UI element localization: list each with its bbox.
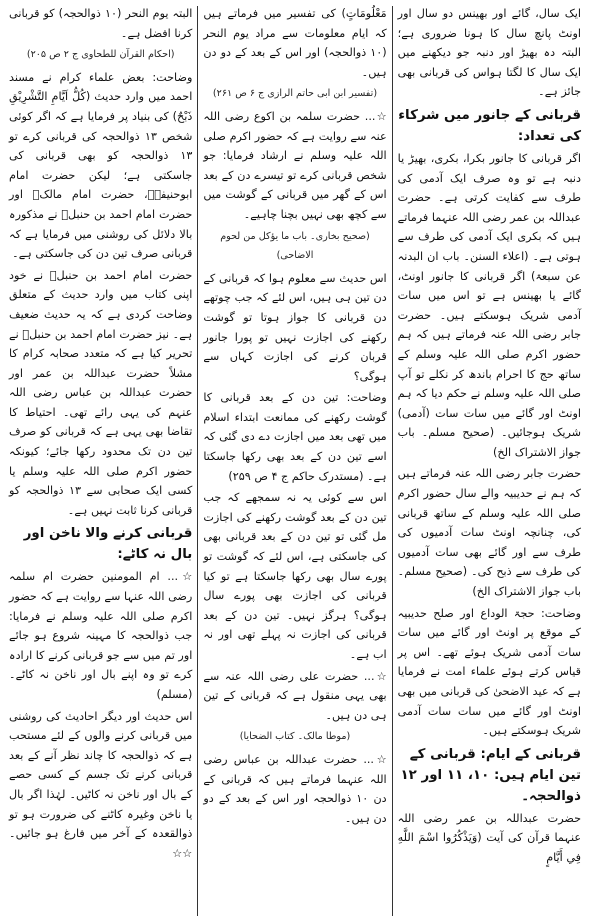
column-middle (198, 4, 391, 918)
paragraph: ☆... حضرت علی رضی اللہ عنہ سے بھی یہی منقول ہے کہ قربانی کے تین ہی دن ہیں۔ (203, 669, 387, 722)
paragraph: اس حدیث اور دیگر احادیث کی روشنی میں قربانی کرنے والوں کے لئے مستحب ہے کہ ذوالحجہ کا چاند نظر آنے کے بعد قربانی کرنے تک جسم کے کسی حصے کے بال اور ناخن نہ کاٹیں۔ لہٰذا اگر بال یا ناخن وغیرہ کاٹنے کی ضرورت ہو تو ذوالقعدہ کے آخر میں فارغ ہو جائیں۔ ☆☆ (9, 709, 193, 860)
paragraph: ☆... حضرت عبداللہ بن عباس رضی اللہ عنہما فرماتے ہیں کہ قربانی کے دن ۱۰ ذوالحجہ اور اس کے بعد کے دو دن ہیں۔ (203, 752, 387, 825)
section-heading: قربانی کے جانور میں شرکاء کی تعداد: (398, 107, 581, 144)
paragraph: وضاحت: حجۃ الوداع اور صلح حدیبیہ کے موقع پر اونٹ اور گائے میں سات سات آدمی شریک ہوئے تھے۔ اس پر قیاس کرتے ہوئے علماء امت نے فرمایا ہے کہ عید الاضحیٰ کی قربانی میں بھی اونٹ اور گائے میں سات سات آدمی شریک ہوسکتے ہیں۔ (397, 606, 581, 738)
citation: (صحیح بخاری۔ باب ما یؤکل من لحوم الاضاحی) (220, 230, 370, 262)
section-heading: قربانی کرنے والا ناخن اور بال نہ کاٹے: (23, 526, 193, 563)
paragraph: ایک سال، گائے اور بھینس دو سال اور اونٹ پانچ سال کا ہونا ضروری ہے؛ البتہ دہ بھیڑ اور دنبہ جو دیکھنے میں ایک سال کا لگتا ہواس کی قربانی بھی جائز ہے۔ (397, 7, 581, 99)
paragraph: وضاحت: تین دن کے بعد قربانی کا گوشت رکھنے کی ممانعت ابتداء اسلام میں تھی بعد میں اجازت دے دی گئی کہ اسے تین دن کے بعد بھی رکھا جاسکتا ہے۔ (مستدرک حاکم ج ۴ ص ۲۵۹) (203, 391, 387, 483)
paragraph: حضرت امام احمد بن حنبلؒ نے خود اپنی کتاب میں وارد حدیث کے متعلق وضاحت کردی ہے کہ یہ حدیث ضعیف ہے۔ نیز حضرت امام احمد بن حنبلؒ نے تحریر کیا ہے کہ متعدد صحابہ کرام کا مشلاً حضرت عبداللہ بن عمر اور حضرت عبداللہ بن عباس رضی اللہ عنہم کی یہی رائے تھی۔ احتیاط کا تقاضا بھی یہی ہے کہ قربانی کو صرف تین دن تک محدود رکھا جائے؛ کیونکہ حضور اکرم صلی اللہ علیہ وسلم یا کسی ایک صحابی سے ۱۳ ذوالحجہ کو قربانی کرنا ثابت نہیں ہے۔ (9, 268, 193, 517)
paragraph: ☆... ام المومنین حضرت ام سلمہ رضی اللہ عنہا سے روایت ہے کہ حضور اکرم صلی اللہ علیہ وسلم نے فرمایا: جب ذوالحجہ کا مہینہ شروع ہو جائے اور تم میں سے جو قربانی کرنے کا ارادہ کرے تو وہ اپنے بال اور ناخن نہ کاٹے۔ (مسلم) (9, 570, 193, 701)
column-left (4, 4, 197, 918)
citation: (تفسیر ابن ابی حاتم الرازی ج ۶ ص ۲۶۱) (212, 88, 378, 100)
paragraph: وضاحت: بعض علماء کرام نے مسند احمد میں وارد حدیث (کُلُّ اَیَّامِ التَّشْرِیْقِ ذَبْحٌ) کی بنیاد پر فرمایا ہے کہ اگر کوئی شخص ۱۳ ذوالحجہ کی قربانی کرے تو ۱۳ ذوالحجہ کو بھی قربانی کی جاسکتی ہے؛ لیکن حضرت امام ابوحنیفہؒ، حضرت امام مالکؒ اور حضرت امام احمد بن حنبلؒ نے مذکورہ بالا دلائل کی روشنی میں فرمایا ہے کہ قربانی صرف تین دن کی جاسکتی ہے۔ (9, 70, 193, 261)
citation: (احکام القرآن للطحاوی ج ۲ ص ۲۰۵) (26, 49, 175, 61)
paragraph: اس سے کوئی یہ نہ سمجھے کہ جب تین دن کے بعد گوشت رکھنے کی اجازت مل گئی تو تین دن کے بعد قربانی بھی کی جاسکتی ہے، اس لئے کہ گوشت تو پورے سال بھی رکھا جاسکتا ہے تو کیا قربانی کی اجازت بھی پورے سال ہوگی؟ ہرگز نہیں۔ تین دن کے بعد قربانی کی اجازت نہ پہلے تھی اور نہ اب ہے۔ (203, 491, 387, 661)
paragraph: حضرت عبداللہ بن عمر رضی اللہ عنہما قرآن کی آیت (وَيَذْكُرُوا اسْمَ اللَّهِ فِي أَيَّامٍ (397, 811, 581, 864)
paragraph: اس حدیث سے معلوم ہوا کہ قربانی کے دن تین ہی ہیں، اس لئے کہ جب چوتھے دن قربانی کا جواز ہوتا تو گوشت رکھنے کی اجازت نہیں تو پورا جانور قربان کرنے کی اجازت کہاں سے ہوگی؟ (203, 271, 387, 383)
citation: (موطا مالک۔ کتاب الضحایا) (239, 731, 351, 743)
paragraph: البتہ یوم النحر (۱۰ ذوالحجہ) کو قربانی کرنا افضل ہے۔ (9, 7, 193, 40)
paragraph: اگر قربانی کا جانور بکرا، بکری، بھیڑ یا دنبہ ہے تو وہ صرف ایک آدمی کی طرف سے کفایت کرتی ہے۔ حضرت عبداللہ بن عمر رضی اللہ عنہما فرماتے ہیں کہ بکری ایک آدمی کی طرف سے ہوتی ہے۔ (اعلاء السنن۔ باب ان البدنہ عن سبعۃ) اگر قربانی کا جانور اونٹ، گائے یا بھینس ہے تو اس میں سات آدمی شریک ہوسکتے ہیں۔ حضرت جابر رضی اللہ عنہ فرماتے ہیں کہ ہم حضور اکرم صلی اللہ علیہ وسلم کے ساتھ حج کا احرام باندھ کر نکلے تو آپ صلی اللہ علیہ وسلم نے حکم دیا کہ ہم اونٹ اور گائے میں سات سات (آدمی) شریک ہوجائیں۔ (صحیح مسلم۔ باب جواز الاشتراک الخ) (397, 151, 581, 459)
paragraph: حضرت جابر رضی اللہ عنہ فرماتے ہیں کہ ہم نے حدیبیہ والے سال حضور اکرم صلی اللہ علیہ وسلم کے ساتھ قربانی کی، چنانچہ اونٹ سات آدمیوں کی طرف سے اور گائے بھی سات آدمیوں کی طرف سے ذبح کی۔ (صحیح مسلم۔ باب جواز الاشتراک الخ) (397, 467, 581, 599)
paragraph: ☆... حضرت سلمہ بن اکوع رضی اللہ عنہ سے روایت ہے کہ حضور اکرم صلی اللہ علیہ وسلم نے ارشاد فرمایا: جو شخص قربانی کرے تو تیسرے دن کے بعد اس کے گھر میں قربانی کے گوشت میں سے کچھ بھی نہیں بچنا چاہیے۔ (203, 109, 387, 221)
paragraph: مَعْلُومَاتٍ) کی تفسیر میں فرماتے ہیں کہ ایام معلومات سے مراد یوم النحر (۱۰ ذوالحجہ) اور اس کے بعد کے دو دن ہیں۔ (203, 7, 387, 79)
column-right (393, 4, 586, 918)
section-heading: قربانی کے ایام: قربانی کے تین ایام ہیں: ۱۰، ۱۱ اور ۱۲ ذوالحجہ۔ (400, 746, 581, 804)
